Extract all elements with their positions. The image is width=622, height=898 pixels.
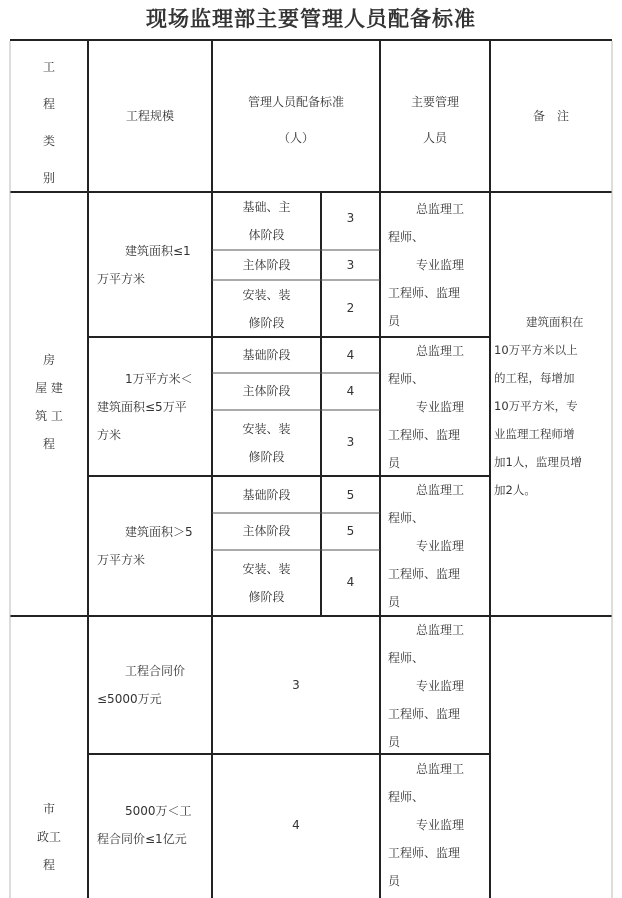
housing-count-2-2: 4 xyxy=(346,384,355,398)
housing-stage-2-3: 安装、装 修阶段 xyxy=(242,422,291,464)
housing-stage-1-2: 主体阶段 xyxy=(242,258,291,272)
header-personnel: 主要管理 人员 xyxy=(410,95,459,145)
housing-scale-3: 建筑面积＞5 万平方米 xyxy=(97,525,193,567)
housing-personnel-2: 总监理工 程师、 专业监理 工程师、监理 员 xyxy=(388,344,465,470)
housing-count-2-3: 3 xyxy=(346,435,355,449)
housing-count-1-2: 3 xyxy=(346,258,355,272)
housing-stage-2-1: 基础阶段 xyxy=(242,348,291,362)
housing-remarks: 建筑面积在 10万平方米以上 的工程，每增加 10万平方米，专 业监理工程师增 加1人，监理员增 加2人。 xyxy=(494,315,584,497)
municipal-scale-1: 工程合同价 ≤5000万元 xyxy=(97,664,186,706)
municipal-personnel-1: 总监理工 程师、 专业监理 工程师、监理 员 xyxy=(388,623,465,749)
housing-stage-2-2: 主体阶段 xyxy=(242,384,291,398)
housing-stage-1-1: 基础、主 体阶段 xyxy=(242,200,291,242)
housing-count-1-3: 2 xyxy=(346,301,355,315)
housing-count-3-3: 4 xyxy=(346,575,355,589)
municipal-category: 市 政工 程 xyxy=(36,802,61,872)
housing-count-3-2: 5 xyxy=(346,524,355,538)
housing-count-3-1: 5 xyxy=(346,488,355,502)
housing-category: 房 屋 建 筑 工 程 xyxy=(35,353,63,451)
header-category: 工 程 类 别 xyxy=(42,60,55,185)
housing-scale-2: 1万平方米＜ 建筑面积≤5万平 方米 xyxy=(97,372,193,442)
header-scale: 工程规模 xyxy=(125,109,174,123)
housing-scale-1: 建筑面积≤1 万平方米 xyxy=(97,244,191,286)
header-remarks: 备 注 xyxy=(532,109,569,123)
municipal-personnel-2: 总监理工 程师、 专业监理 工程师、监理 员 xyxy=(388,762,465,888)
housing-stage-1-3: 安装、装 修阶段 xyxy=(242,288,291,330)
housing-personnel-3: 总监理工 程师、 专业监理 工程师、监理 员 xyxy=(388,483,465,609)
municipal-count-1: 3 xyxy=(292,678,300,692)
municipal-count-2: 4 xyxy=(292,818,300,832)
housing-stage-3-1: 基础阶段 xyxy=(242,488,291,502)
housing-stage-3-2: 主体阶段 xyxy=(242,524,291,538)
page-title: 现场监理部主要管理人员配备标准 xyxy=(146,7,476,31)
header-staffing: 管理人员配备标准 （人） xyxy=(247,95,344,145)
municipal-scale-2: 5000万＜工 程合同价≤1亿元 xyxy=(97,804,192,846)
housing-stage-3-3: 安装、装 修阶段 xyxy=(242,562,291,604)
housing-count-2-1: 4 xyxy=(346,348,355,362)
housing-personnel-1: 总监理工 程师、 专业监理 工程师、监理 员 xyxy=(388,202,465,328)
housing-count-1-1: 3 xyxy=(346,211,355,225)
